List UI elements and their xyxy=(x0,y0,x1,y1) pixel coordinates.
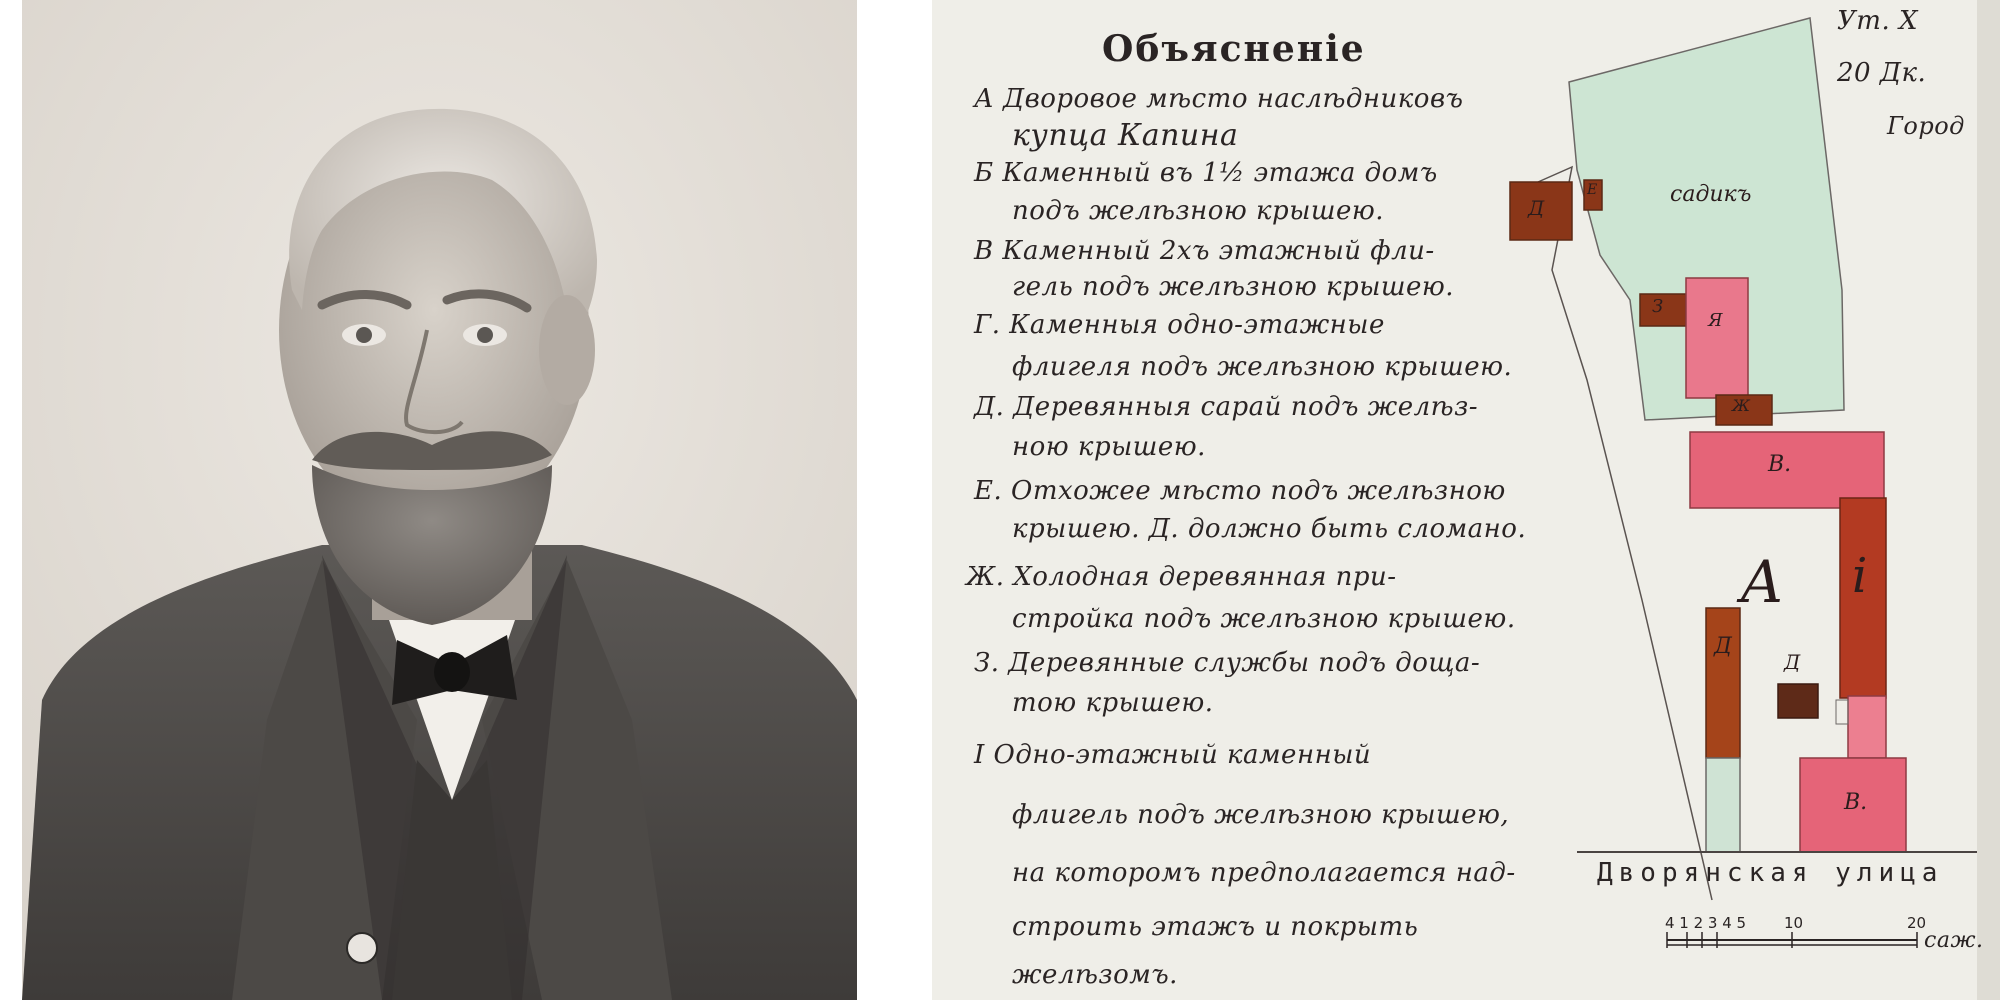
portrait-drawing xyxy=(22,0,857,1000)
map-label-i: і xyxy=(1852,548,1868,604)
map-label-e: Е xyxy=(1587,182,1598,198)
garden-label: садикъ xyxy=(1670,182,1752,207)
legend-line: строить этажъ и покрыть xyxy=(1012,912,1419,942)
building-d-small xyxy=(1778,684,1818,718)
legend-line: желѣзомъ. xyxy=(1012,960,1178,990)
building-ya xyxy=(1686,278,1748,398)
legend-line: Б Каменный въ 1½ этажа домъ xyxy=(974,158,1438,188)
map-label-z: З xyxy=(1652,296,1664,317)
legend-line: Г. Каменныя одно-этажные xyxy=(974,310,1385,340)
map-label-d: Д xyxy=(1528,196,1545,220)
legend-line: З. Деревянные службы подъ доща- xyxy=(974,648,1481,678)
scale-twenty: 20 xyxy=(1907,914,1927,932)
plan-document xyxy=(932,0,2000,1000)
map-label-zh: Ж xyxy=(1732,396,1750,415)
legend-line: тою крышею. xyxy=(1012,688,1214,718)
legend-line: купца Капина xyxy=(1012,118,1239,153)
building-shed-green xyxy=(1706,758,1740,852)
legend-line: крышею. Д. должно быть сломано. xyxy=(1012,514,1527,544)
street-name: Дворянская улица xyxy=(1597,858,1944,888)
legend-line: подъ желѣзною крышею. xyxy=(1012,196,1385,226)
legend-line: флигель подъ желѣзною крышею, xyxy=(1012,800,1510,830)
legend-line: гель подъ желѣзною крышею. xyxy=(1012,272,1455,302)
portrait-photo xyxy=(22,0,857,1000)
map-label-d: Д xyxy=(1784,650,1801,674)
legend-line: А Дворовое мѣсто наслѣдниковъ xyxy=(974,84,1464,114)
corner-note: Ут. Х xyxy=(1837,6,1918,36)
scale-ticks: 4 1 2 3 4 5 xyxy=(1665,914,1747,932)
legend-title: Объясненіе xyxy=(1102,28,1366,70)
map-label-d: Д xyxy=(1714,634,1732,659)
map-label-a: А xyxy=(1740,548,1784,616)
legend-line: Ж. Холодная деревянная при- xyxy=(966,562,1397,592)
legend-line: В Каменный 2хъ этажный фли- xyxy=(974,236,1435,266)
building-d-left xyxy=(1706,608,1740,758)
legend-line: Д. Деревянныя сарай подъ желѣз- xyxy=(974,392,1479,422)
scale-unit: саж. xyxy=(1924,928,1984,953)
building-i-lower xyxy=(1848,696,1886,758)
scale-ten: 10 xyxy=(1784,914,1804,932)
corner-note: 20 Дк. xyxy=(1837,58,1927,88)
legend-line: на которомъ предполагается над- xyxy=(1012,858,1516,888)
legend-line: Е. Отхожее мѣсто подъ желѣзною xyxy=(974,476,1506,506)
map-label-v: В. xyxy=(1768,452,1792,477)
map-label-v: В. xyxy=(1844,790,1868,815)
legend-line: І Одно-этажный каменный xyxy=(974,740,1372,770)
legend-line: ною крышею. xyxy=(1012,432,1206,462)
legend-line: стройка подъ желѣзною крышею. xyxy=(1012,604,1516,634)
legend-line: флигеля подъ желѣзною крышею. xyxy=(1012,352,1513,382)
map-label-ya: Я xyxy=(1708,310,1723,331)
corner-note: Город xyxy=(1887,112,1965,140)
